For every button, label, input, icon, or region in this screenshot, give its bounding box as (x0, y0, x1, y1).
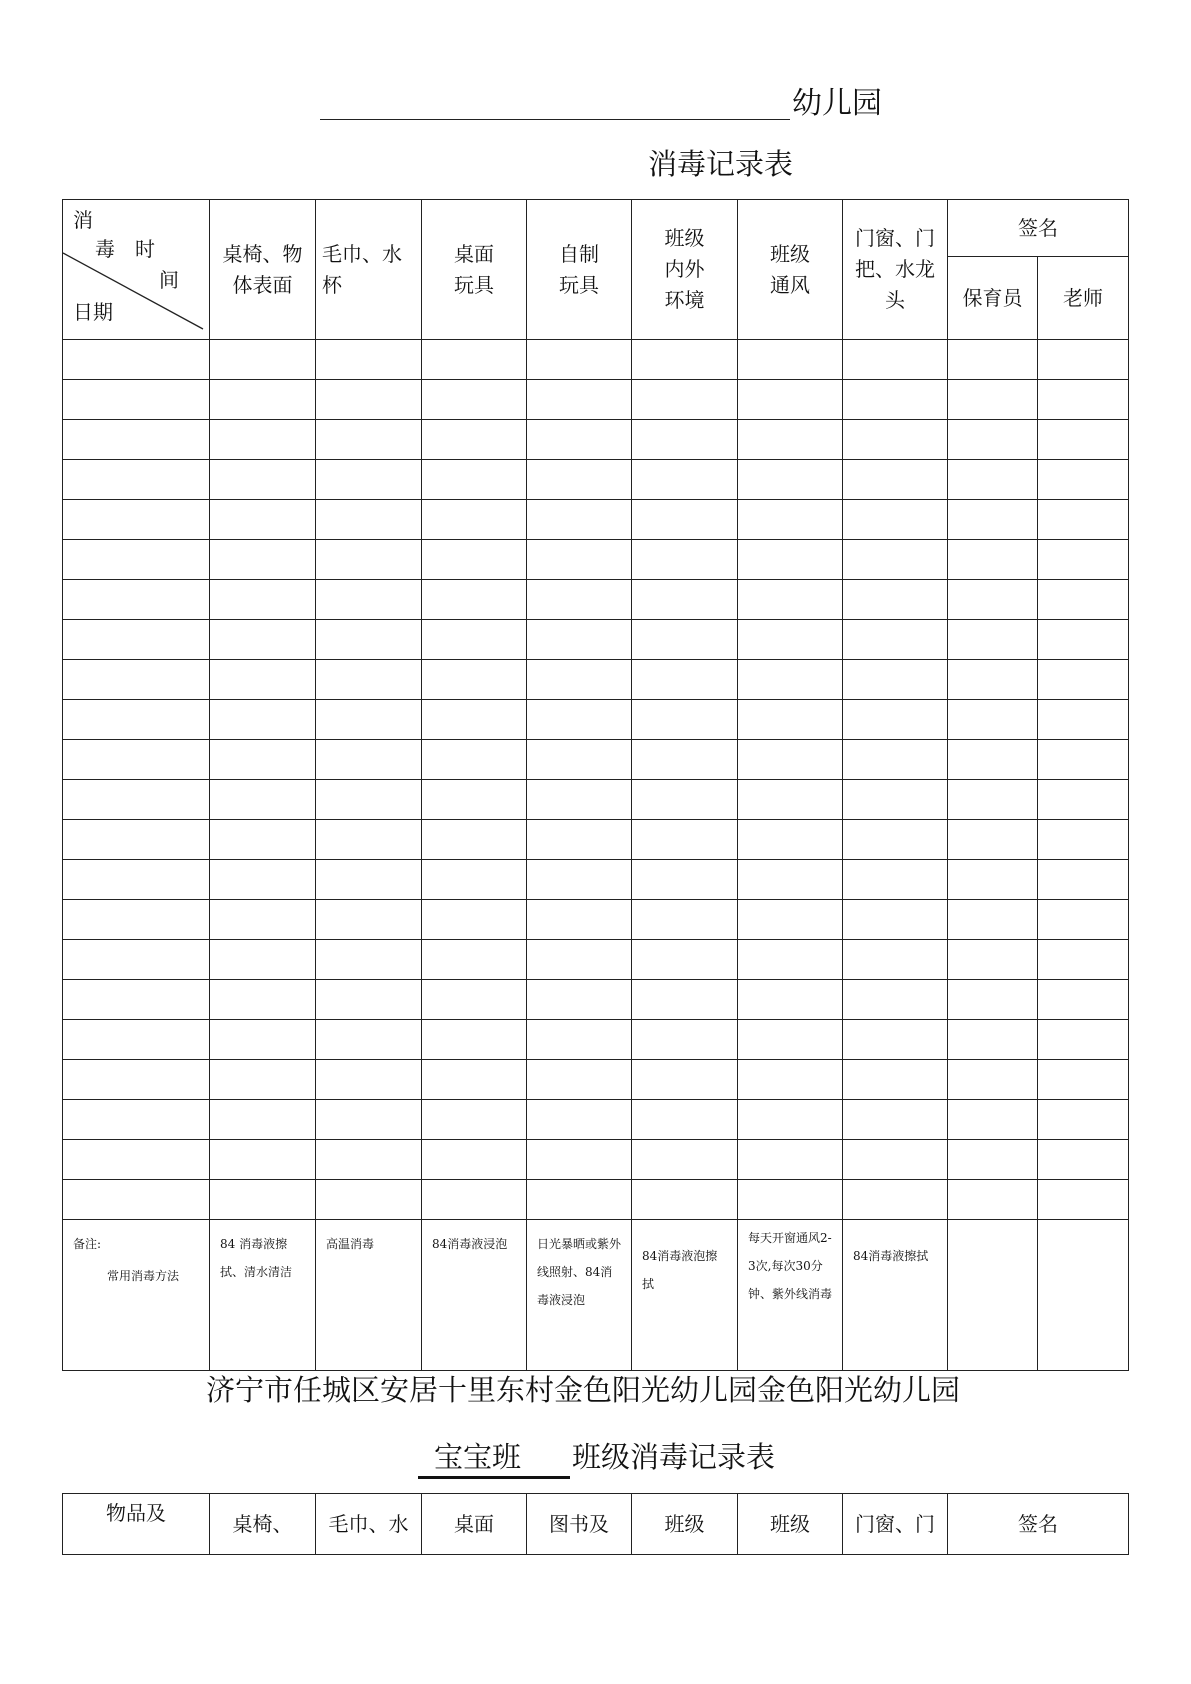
table-cell[interactable] (738, 380, 843, 420)
corner-char-4: 间 (159, 267, 179, 292)
table-cell[interactable] (1038, 380, 1129, 420)
table-cell[interactable] (948, 700, 1038, 740)
table-row (63, 780, 1129, 820)
table-cell[interactable] (632, 780, 738, 820)
table-cell[interactable] (527, 1100, 632, 1140)
table-cell[interactable] (422, 820, 527, 860)
table-cell[interactable] (632, 420, 738, 460)
table-cell[interactable] (316, 740, 422, 780)
table-row (63, 620, 1129, 660)
table-cell[interactable] (1038, 580, 1129, 620)
corner-char-3: 时 (135, 236, 155, 261)
table-cell[interactable] (422, 1140, 527, 1180)
col-header-caregiver: 保育员 (948, 257, 1038, 340)
table-cell[interactable] (738, 1060, 843, 1100)
table-cell[interactable] (316, 460, 422, 500)
table-cell[interactable] (63, 380, 210, 420)
table-cell[interactable] (843, 1060, 948, 1100)
table-cell[interactable] (210, 980, 316, 1020)
table-cell[interactable] (422, 860, 527, 900)
notes-row (63, 1220, 1129, 1371)
table-cell[interactable] (63, 660, 210, 700)
method-caregiver-empty[interactable] (948, 1220, 1038, 1371)
table-cell[interactable] (422, 1180, 527, 1220)
table-cell[interactable] (422, 660, 527, 700)
table-cell[interactable] (316, 940, 422, 980)
table-cell[interactable] (843, 980, 948, 1020)
table-cell[interactable] (63, 340, 210, 380)
table-cell[interactable] (948, 460, 1038, 500)
col-header-environment: 班级内外环境 (632, 200, 738, 340)
table-cell[interactable] (1038, 1060, 1129, 1100)
table-cell[interactable] (527, 580, 632, 620)
table-cell[interactable] (316, 540, 422, 580)
table-cell[interactable] (738, 1100, 843, 1140)
table-cell[interactable] (738, 1020, 843, 1060)
table-cell[interactable] (948, 540, 1038, 580)
table-cell[interactable] (843, 540, 948, 580)
t2-col-signature: 签名 (948, 1494, 1129, 1555)
table-cell[interactable] (632, 540, 738, 580)
table-cell[interactable] (316, 620, 422, 660)
table-cell[interactable] (63, 420, 210, 460)
table-cell[interactable] (843, 1180, 948, 1220)
table-cell[interactable] (948, 980, 1038, 1020)
table-cell[interactable] (843, 580, 948, 620)
table-cell[interactable] (948, 1100, 1038, 1140)
table-cell[interactable] (738, 1180, 843, 1220)
table-cell[interactable] (63, 1180, 210, 1220)
table-cell[interactable] (843, 740, 948, 780)
table-cell[interactable] (422, 1020, 527, 1060)
table-cell[interactable] (422, 460, 527, 500)
table-row (63, 580, 1129, 620)
table-cell[interactable] (527, 740, 632, 780)
col-header-desk-toys: 桌面玩具 (422, 200, 527, 340)
table-cell[interactable] (843, 420, 948, 460)
table-cell[interactable] (210, 740, 316, 780)
table-cell[interactable] (316, 340, 422, 380)
table-cell[interactable] (738, 660, 843, 700)
class-record-title: 班级消毒记录表 (572, 1440, 776, 1474)
kindergarten-suffix: 幼儿园 (792, 86, 882, 121)
table-row (63, 420, 1129, 460)
table-cell[interactable] (1038, 460, 1129, 500)
table-cell[interactable] (63, 740, 210, 780)
table-row (63, 660, 1129, 700)
table-cell[interactable] (210, 1060, 316, 1100)
table-cell[interactable] (316, 860, 422, 900)
t2-col-desk: 桌面 (422, 1494, 527, 1555)
table-cell[interactable] (843, 1140, 948, 1180)
table-cell[interactable] (1038, 900, 1129, 940)
table-cell[interactable] (527, 1060, 632, 1100)
table-cell[interactable] (422, 700, 527, 740)
table-cell[interactable] (632, 1100, 738, 1140)
t2-col-class-1: 班级 (632, 1494, 738, 1555)
table-cell[interactable] (422, 500, 527, 540)
table-cell[interactable] (1038, 860, 1129, 900)
table-cell[interactable] (210, 660, 316, 700)
table-cell[interactable] (632, 460, 738, 500)
table-cell[interactable] (1038, 700, 1129, 740)
table-cell[interactable] (948, 940, 1038, 980)
table-cell[interactable] (738, 620, 843, 660)
table-cell[interactable] (632, 500, 738, 540)
table-cell[interactable] (1038, 740, 1129, 780)
table-cell[interactable] (632, 660, 738, 700)
table-cell[interactable] (738, 340, 843, 380)
table-cell[interactable] (1038, 540, 1129, 580)
table-cell[interactable] (422, 420, 527, 460)
table-cell[interactable] (632, 620, 738, 660)
table-cell[interactable] (210, 1020, 316, 1060)
table-cell[interactable] (316, 820, 422, 860)
table-cell[interactable] (63, 1020, 210, 1060)
table-cell[interactable] (210, 540, 316, 580)
kindergarten-name-blank[interactable] (320, 119, 790, 120)
table-cell[interactable] (738, 860, 843, 900)
table-cell[interactable] (316, 420, 422, 460)
table-cell[interactable] (738, 420, 843, 460)
table-cell[interactable] (316, 1020, 422, 1060)
corner-char-2: 毒 (95, 236, 115, 261)
table-cell[interactable] (210, 1180, 316, 1220)
table-cell[interactable] (210, 940, 316, 980)
table-cell[interactable] (316, 580, 422, 620)
table-cell[interactable] (632, 940, 738, 980)
table-cell[interactable] (527, 460, 632, 500)
table-row (63, 1100, 1129, 1140)
table-cell[interactable] (210, 580, 316, 620)
table-cell[interactable] (632, 340, 738, 380)
table-cell[interactable] (210, 620, 316, 660)
table-cell[interactable] (210, 1100, 316, 1140)
table-cell[interactable] (527, 900, 632, 940)
col-header-furniture: 桌椅、物体表面 (210, 200, 316, 340)
table-row (63, 1140, 1129, 1180)
table-cell[interactable] (948, 340, 1038, 380)
corner-header-cell (63, 200, 210, 340)
t2-col-towel: 毛巾、水 (316, 1494, 422, 1555)
table-cell[interactable] (210, 900, 316, 940)
col-header-teacher: 老师 (1038, 257, 1129, 340)
table-cell[interactable] (527, 620, 632, 660)
table-row (63, 940, 1129, 980)
table-cell[interactable] (63, 980, 210, 1020)
organization-name: 济宁市任城区安居十里东村金色阳光幼儿园金色阳光幼儿园 (206, 1373, 961, 1407)
table-cell[interactable] (632, 700, 738, 740)
table-cell[interactable] (738, 1140, 843, 1180)
table-cell[interactable] (63, 540, 210, 580)
table-cell[interactable] (422, 380, 527, 420)
table-cell[interactable] (63, 1140, 210, 1180)
table-cell[interactable] (738, 740, 843, 780)
table-cell[interactable] (63, 1100, 210, 1140)
table-cell[interactable] (1038, 1140, 1129, 1180)
table-cell[interactable] (632, 580, 738, 620)
corner-char-1: 消 (73, 207, 93, 232)
table-cell[interactable] (738, 980, 843, 1020)
table-row (63, 740, 1129, 780)
table-row (63, 820, 1129, 860)
table-cell[interactable] (1038, 500, 1129, 540)
class-name: 宝宝班 (434, 1440, 522, 1474)
table-cell[interactable] (948, 580, 1038, 620)
table-cell[interactable] (422, 580, 527, 620)
table-cell[interactable] (1038, 620, 1129, 660)
table-cell[interactable] (422, 900, 527, 940)
table-cell[interactable] (1038, 780, 1129, 820)
table-cell[interactable] (948, 860, 1038, 900)
table-cell[interactable] (63, 820, 210, 860)
table-cell[interactable] (632, 1020, 738, 1060)
table-cell[interactable] (316, 900, 422, 940)
class-disinfection-table (62, 1493, 1129, 1555)
table-row (63, 380, 1129, 420)
table-cell[interactable] (1038, 340, 1129, 380)
table-cell[interactable] (632, 380, 738, 420)
table-cell[interactable] (1038, 1020, 1129, 1060)
table-row (63, 700, 1129, 740)
corner-date-label: 日期 (73, 299, 113, 324)
table-cell[interactable] (632, 740, 738, 780)
notes-label: 备注: (73, 1237, 102, 1251)
table-cell[interactable] (316, 780, 422, 820)
table-cell[interactable] (843, 620, 948, 660)
table-row (63, 860, 1129, 900)
table-row (63, 980, 1129, 1020)
table-cell[interactable] (843, 780, 948, 820)
table-cell[interactable] (422, 940, 527, 980)
table-cell[interactable] (210, 700, 316, 740)
table-cell[interactable] (422, 780, 527, 820)
table-cell[interactable] (1038, 1180, 1129, 1220)
table-cell[interactable] (632, 980, 738, 1020)
col-header-signature: 签名 (948, 200, 1129, 257)
table-cell[interactable] (632, 1180, 738, 1220)
table-cell[interactable] (1038, 820, 1129, 860)
col-header-doors-windows: 门窗、门把、水龙头 (843, 200, 948, 340)
table-cell[interactable] (63, 620, 210, 660)
table-cell[interactable] (1038, 1100, 1129, 1140)
table-cell[interactable] (1038, 660, 1129, 700)
table-cell[interactable] (316, 500, 422, 540)
table-cell[interactable] (843, 820, 948, 860)
table-row (63, 460, 1129, 500)
table-cell[interactable] (316, 700, 422, 740)
table-cell[interactable] (316, 380, 422, 420)
table-cell[interactable] (422, 1100, 527, 1140)
table-cell[interactable] (738, 940, 843, 980)
table-cell[interactable] (422, 540, 527, 580)
table-cell[interactable] (843, 700, 948, 740)
table-cell[interactable] (1038, 980, 1129, 1020)
table-cell[interactable] (948, 780, 1038, 820)
method-desk-toys: 84消毒液浸泡 (422, 1220, 527, 1371)
table-cell[interactable] (63, 780, 210, 820)
table-row (63, 1180, 1129, 1220)
table-cell[interactable] (948, 820, 1038, 860)
table-cell[interactable] (527, 1020, 632, 1060)
table-cell[interactable] (316, 1180, 422, 1220)
table-cell[interactable] (738, 460, 843, 500)
table-cell[interactable] (738, 580, 843, 620)
table-cell[interactable] (210, 500, 316, 540)
table-cell[interactable] (738, 700, 843, 740)
method-ventilation: 每天开窗通风2-3次,每次30分钟、紫外线消毒 (738, 1220, 843, 1371)
table-cell[interactable] (843, 340, 948, 380)
table-cell[interactable] (316, 1140, 422, 1180)
table-cell[interactable] (843, 940, 948, 980)
table-row (63, 1020, 1129, 1060)
t2-col-furniture: 桌椅、 (210, 1494, 316, 1555)
table-cell[interactable] (632, 1060, 738, 1100)
table-cell[interactable] (527, 1180, 632, 1220)
table-row (63, 1060, 1129, 1100)
method-environment: 84消毒液泡擦拭 (632, 1220, 738, 1371)
table-cell[interactable] (422, 1060, 527, 1100)
table-cell[interactable] (210, 460, 316, 500)
table-cell[interactable] (948, 1140, 1038, 1180)
disinfection-record-table (62, 199, 1129, 1371)
table-cell[interactable] (1038, 940, 1129, 980)
table-row (63, 900, 1129, 940)
table-cell[interactable] (843, 380, 948, 420)
table-cell[interactable] (210, 340, 316, 380)
table-cell[interactable] (527, 500, 632, 540)
table-cell[interactable] (843, 460, 948, 500)
table-cell[interactable] (527, 980, 632, 1020)
table-cell[interactable] (63, 580, 210, 620)
table-cell[interactable] (632, 820, 738, 860)
col-header-towel: 毛巾、水杯 (316, 200, 422, 340)
table-cell[interactable] (843, 660, 948, 700)
t2-col-books: 图书及 (527, 1494, 632, 1555)
table-cell[interactable] (527, 380, 632, 420)
table-cell[interactable] (738, 540, 843, 580)
table-cell[interactable] (948, 660, 1038, 700)
table-cell[interactable] (210, 1140, 316, 1180)
table-cell[interactable] (948, 500, 1038, 540)
table-cell[interactable] (843, 500, 948, 540)
table-cell[interactable] (63, 500, 210, 540)
table-cell[interactable] (63, 1060, 210, 1100)
table-cell[interactable] (948, 1060, 1038, 1100)
table-row (63, 500, 1129, 540)
method-doors-windows: 84消毒液擦拭 (843, 1220, 948, 1371)
table-cell[interactable] (422, 980, 527, 1020)
table-cell[interactable] (63, 900, 210, 940)
col-header-homemade-toys: 自制玩具 (527, 200, 632, 340)
table-cell[interactable] (948, 420, 1038, 460)
table-cell[interactable] (63, 940, 210, 980)
table-cell[interactable] (527, 820, 632, 860)
table-cell[interactable] (948, 1180, 1038, 1220)
table-cell[interactable] (316, 980, 422, 1020)
t2-col-class-2: 班级 (738, 1494, 843, 1555)
table-cell[interactable] (210, 380, 316, 420)
table-cell[interactable] (210, 860, 316, 900)
table-cell[interactable] (632, 1140, 738, 1180)
table-cell[interactable] (738, 780, 843, 820)
table-cell[interactable] (527, 700, 632, 740)
col-header-ventilation: 班级通风 (738, 200, 843, 340)
table-cell[interactable] (422, 340, 527, 380)
table-cell[interactable] (316, 1060, 422, 1100)
table-cell[interactable] (843, 1020, 948, 1060)
table-cell[interactable] (210, 420, 316, 460)
table-cell[interactable] (527, 1140, 632, 1180)
method-towel: 高温消毒 (316, 1220, 422, 1371)
table-cell[interactable] (948, 1020, 1038, 1060)
table-cell[interactable] (527, 340, 632, 380)
table-cell[interactable] (738, 500, 843, 540)
class-name-underline (418, 1476, 570, 1479)
table-cell[interactable] (948, 380, 1038, 420)
table-cell[interactable] (316, 1100, 422, 1140)
table-cell[interactable] (527, 660, 632, 700)
table-cell[interactable] (527, 780, 632, 820)
table-cell[interactable] (843, 1100, 948, 1140)
method-homemade-toys: 日光暴晒或紫外线照射、84消毒液浸泡 (527, 1220, 632, 1371)
table-cell[interactable] (738, 900, 843, 940)
table-cell[interactable] (527, 940, 632, 980)
method-teacher-empty[interactable] (1038, 1220, 1129, 1371)
table-cell[interactable] (527, 860, 632, 900)
t2-col-doors: 门窗、门 (843, 1494, 948, 1555)
table-cell[interactable] (527, 420, 632, 460)
table-cell[interactable] (63, 700, 210, 740)
notes-sublabel: 常用消毒方法 (107, 1269, 180, 1283)
method-furniture: 84 消毒液擦拭、清水清洁 (210, 1220, 316, 1371)
table-row (63, 340, 1129, 380)
table-cell[interactable] (63, 460, 210, 500)
table-cell[interactable] (632, 860, 738, 900)
table-cell[interactable] (1038, 420, 1129, 460)
table-cell[interactable] (948, 900, 1038, 940)
t2-col-items: 物品及 (63, 1494, 210, 1555)
table-cell[interactable] (316, 660, 422, 700)
table-cell[interactable] (210, 820, 316, 860)
table-cell[interactable] (948, 740, 1038, 780)
table-cell[interactable] (422, 620, 527, 660)
table-cell[interactable] (63, 860, 210, 900)
table-cell[interactable] (738, 820, 843, 860)
table-cell[interactable] (843, 860, 948, 900)
table-cell[interactable] (527, 540, 632, 580)
table-cell[interactable] (210, 780, 316, 820)
table-cell[interactable] (843, 900, 948, 940)
table-cell[interactable] (422, 740, 527, 780)
table-cell[interactable] (632, 900, 738, 940)
table-row (63, 540, 1129, 580)
page-title: 消毒记录表 (648, 147, 794, 181)
table-cell[interactable] (948, 620, 1038, 660)
notes-label-cell (63, 1220, 210, 1371)
